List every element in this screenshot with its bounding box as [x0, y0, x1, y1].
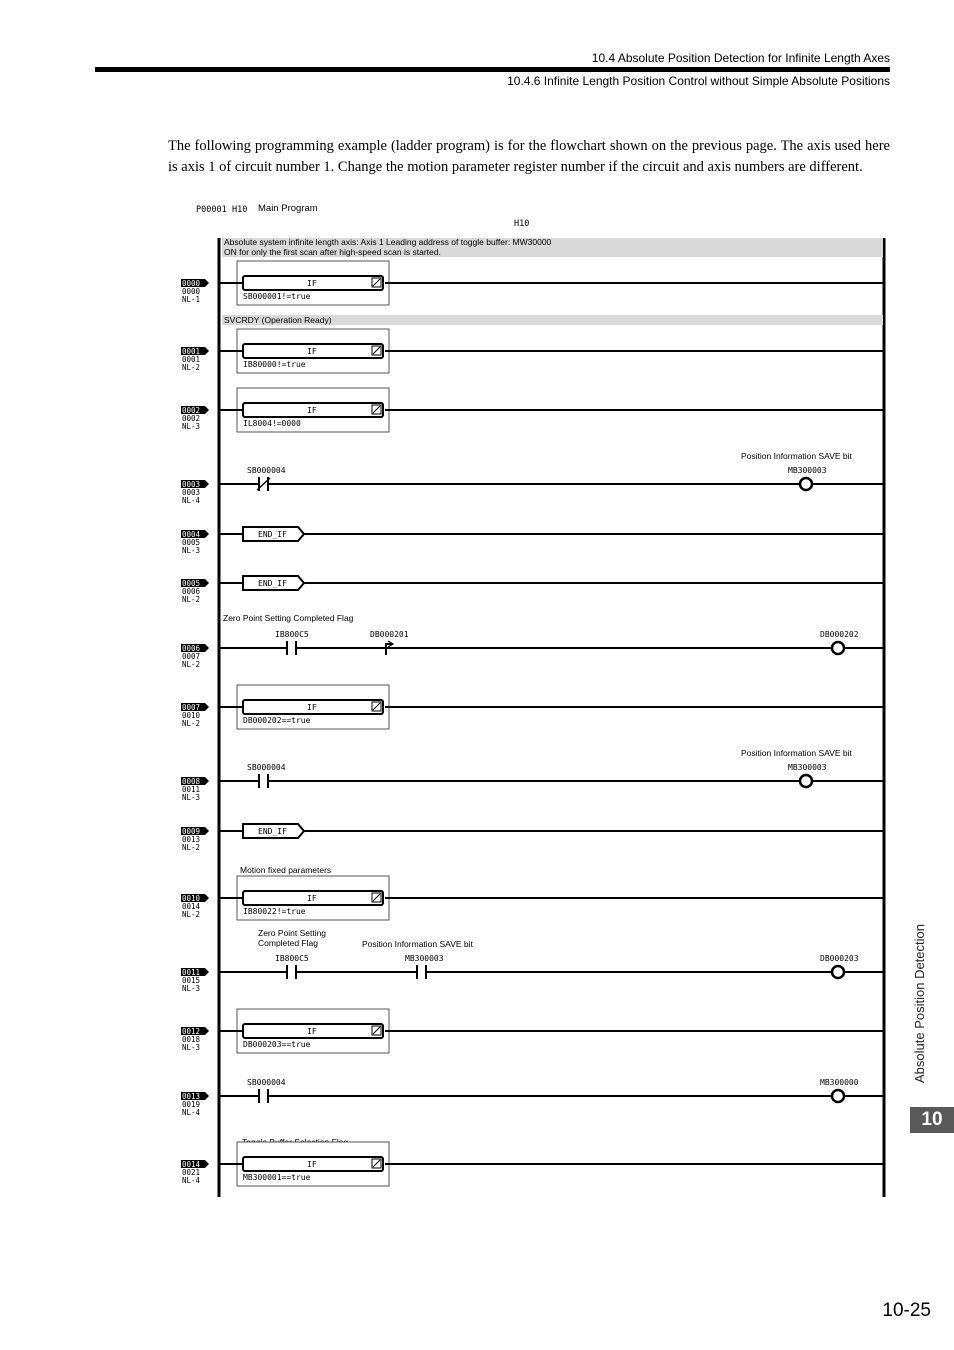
rung-nest-level: NL-2: [182, 719, 201, 728]
rung-step: 0007: [182, 652, 201, 661]
if-condition: IL8004!=0000: [243, 419, 301, 428]
rung-arrow: [205, 406, 209, 414]
rung-nest-level: NL-1: [182, 295, 201, 304]
rung-arrow: [205, 579, 209, 587]
rung-nest-level: NL-2: [182, 595, 201, 604]
rung-step: 0000: [182, 287, 201, 296]
rung-number: 0011: [182, 968, 201, 977]
contact-gap: [260, 774, 267, 788]
rung-comment: ON for only the first scan after high-speed scan is started.: [224, 247, 441, 257]
if-keyword: IF: [307, 347, 317, 356]
rung-nest-level: NL-3: [182, 793, 201, 802]
coil-comment: Position Information SAVE bit: [741, 451, 852, 461]
if-condition: DB000202==true: [243, 716, 311, 725]
rung-step: 0006: [182, 587, 201, 596]
rung-arrow: [205, 777, 209, 785]
rung-nest-level: NL-3: [182, 1043, 201, 1052]
rung-number: 0004: [182, 530, 201, 539]
coil-address: MB300003: [788, 763, 827, 772]
subsection-header: 10.4.6 Infinite Length Position Control without Simple Absolute Positions: [507, 74, 890, 88]
contact-gap: [260, 1089, 267, 1103]
rung-nest-level: NL-3: [182, 422, 201, 431]
end-if-keyword: END_IF: [258, 579, 287, 588]
rung-arrow: [205, 1092, 209, 1100]
rung-step: 0005: [182, 538, 201, 547]
rung-comment: Absolute system infinite length axis: Axis 1 Leading address of toggle buffer: MW30000: [224, 237, 552, 247]
contact-address: DB000201: [370, 630, 409, 639]
rung-arrow: [205, 1027, 209, 1035]
rung-number: 0008: [182, 777, 201, 786]
page-number: 10-25: [882, 1300, 931, 1321]
contact-address: MB300003: [405, 954, 444, 963]
if-comment: Motion fixed parameters: [240, 865, 332, 875]
rung-nest-level: NL-4: [182, 1108, 201, 1117]
rung-nest-level: NL-4: [182, 1176, 201, 1185]
rung-step: 0011: [182, 785, 201, 794]
if-condition: IB80022!=true: [243, 907, 306, 916]
output-coil: [832, 966, 844, 978]
rung-arrow: [205, 968, 209, 976]
contact-address: SB000004: [247, 466, 286, 475]
rung-number: 0012: [182, 1027, 201, 1036]
rung-number: 0013: [182, 1092, 201, 1101]
output-coil: [832, 642, 844, 654]
rung-arrow: [205, 827, 209, 835]
section-header: 10.4 Absolute Position Detection for Infinite Length Axes: [591, 51, 890, 65]
intro-paragraph: The following programming example (ladder program) is for the flowchart shown on the previous page. The axis used here is axis 1 of circuit number 1. Change the motion parameter register number if the circuit and axis numbers are different.: [168, 138, 890, 175]
rung-arrow: [205, 644, 209, 652]
rung-number: 0009: [182, 827, 201, 836]
rung-number: 0010: [182, 894, 201, 903]
contact-gap: [418, 965, 425, 979]
contact-comment: Completed Flag: [258, 938, 319, 948]
rung-step: 0014: [182, 902, 201, 911]
rung-comment: Zero Point Setting Completed Flag: [223, 613, 354, 623]
rung-step: 0018: [182, 1035, 201, 1044]
rung-arrow: [205, 894, 209, 902]
contact-address: SB000004: [247, 763, 286, 772]
if-condition: MB300001==true: [243, 1173, 311, 1182]
contact-gap: [288, 965, 295, 979]
contact-comment: Zero Point Setting: [258, 928, 327, 938]
rung-step: 0013: [182, 835, 201, 844]
output-coil: [800, 775, 812, 787]
rung-nest-level: NL-2: [182, 363, 201, 372]
rung-nest-level: NL-2: [182, 910, 201, 919]
rung-arrow: [205, 480, 209, 488]
rung-step: 0001: [182, 355, 201, 364]
if-keyword: IF: [307, 279, 317, 288]
rung-number: 0003: [182, 480, 201, 489]
rung-step: 0021: [182, 1168, 201, 1177]
rung-arrow: [205, 530, 209, 538]
rung-nest-level: NL-3: [182, 546, 201, 555]
end-if-keyword: END_IF: [258, 530, 287, 539]
output-coil: [832, 1090, 844, 1102]
contact-address: IB800C5: [275, 954, 309, 963]
program-scan: H10: [232, 205, 248, 215]
rung-step: 0002: [182, 414, 201, 423]
rung-step: 0010: [182, 711, 201, 720]
rung-arrow: [205, 1160, 209, 1168]
chapter-tab: 10: [910, 1107, 954, 1133]
if-condition: SB000001!=true: [243, 292, 311, 301]
rung-number: 0007: [182, 703, 201, 712]
program-scan-center: H10: [514, 219, 530, 229]
rung-nest-level: NL-4: [182, 496, 201, 505]
contact-address: IB800C5: [275, 630, 309, 639]
if-keyword: IF: [307, 703, 317, 712]
if-keyword: IF: [307, 1027, 317, 1036]
coil-address: MB300003: [788, 466, 827, 475]
rung-number: 0005: [182, 579, 201, 588]
end-if-keyword: END_IF: [258, 827, 287, 836]
rung-number: 0000: [182, 279, 201, 288]
if-keyword: IF: [307, 1160, 317, 1169]
output-coil: [800, 478, 812, 490]
if-condition: IB80000!=true: [243, 360, 306, 369]
coil-comment: Position Information SAVE bit: [741, 748, 852, 758]
rung-arrow: [205, 703, 209, 711]
rung-comment: SVCRDY (Operation Ready): [224, 315, 332, 325]
program-name: Main Program: [258, 203, 318, 214]
rung-number: 0001: [182, 347, 201, 356]
coil-address: DB000202: [820, 630, 859, 639]
rung-number: 0002: [182, 406, 201, 415]
rung-step: 0015: [182, 976, 201, 985]
program-id: P00001: [196, 205, 227, 215]
chapter-side-label: Absolute Position Detection: [912, 924, 927, 1083]
rung-step: 0003: [182, 488, 201, 497]
rung-nest-level: NL-3: [182, 984, 201, 993]
rung-number: 0014: [182, 1160, 201, 1169]
rung-number: 0006: [182, 644, 201, 653]
rung-nest-level: NL-2: [182, 660, 201, 669]
contact-address: SB000004: [247, 1078, 286, 1087]
coil-address: DB000203: [820, 954, 859, 963]
rung-nest-level: NL-2: [182, 843, 201, 852]
contact-comment: Position Information SAVE bit: [362, 939, 473, 949]
if-keyword: IF: [307, 894, 317, 903]
if-condition: DB000203==true: [243, 1040, 311, 1049]
rung-step: 0019: [182, 1100, 201, 1109]
if-keyword: IF: [307, 406, 317, 415]
coil-address: MB300000: [820, 1078, 859, 1087]
rung-arrow: [205, 279, 209, 287]
rung-arrow: [205, 347, 209, 355]
contact-gap: [288, 641, 295, 655]
